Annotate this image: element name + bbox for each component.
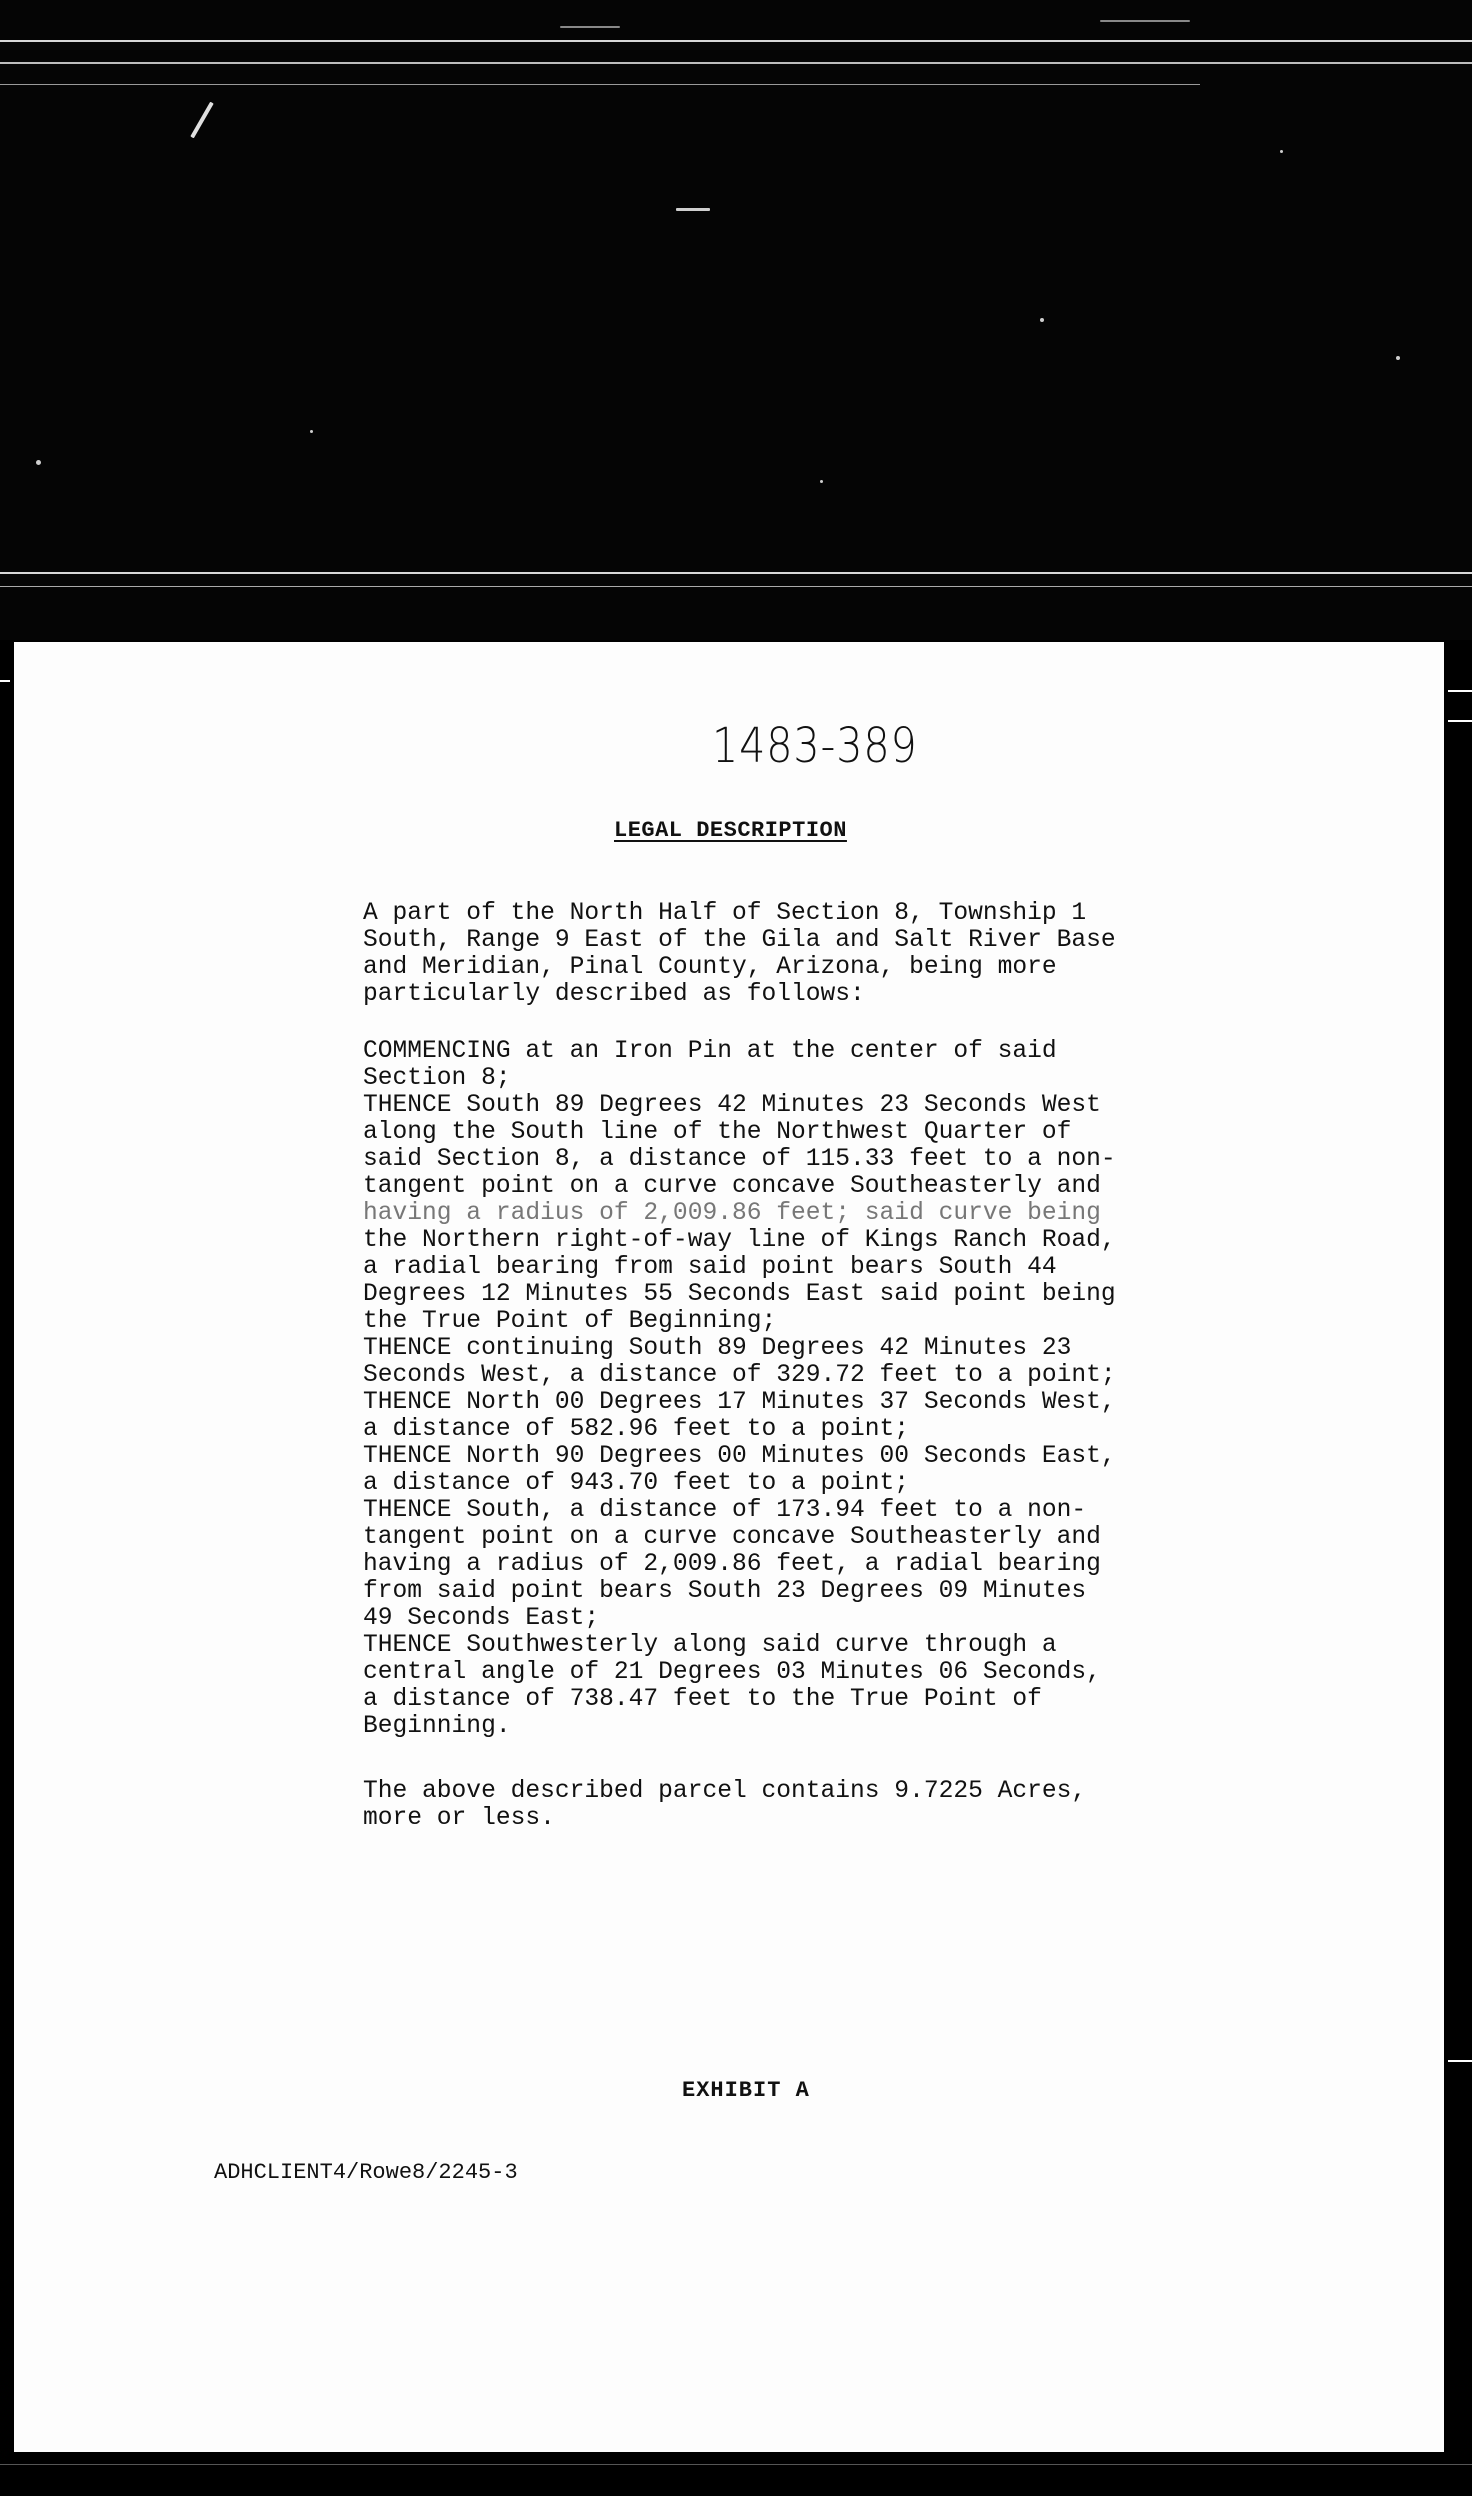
edge-mark	[1448, 690, 1472, 692]
edge-mark	[0, 2464, 1472, 2465]
text-line: THENCE North 90 Degrees 00 Minutes 00 Seconds East,	[363, 1443, 1116, 1470]
text-line: 49 Seconds East;	[363, 1605, 600, 1632]
text-line: more or less.	[363, 1805, 555, 1832]
edge-mark	[1448, 720, 1472, 722]
scan-streak	[0, 84, 1200, 85]
scan-streak	[0, 62, 1472, 64]
scan-speck	[1040, 318, 1044, 322]
text-line: along the South line of the Northwest Quarter of	[363, 1119, 1072, 1146]
document-number: 1483-389	[712, 718, 918, 774]
edge-mark	[0, 680, 10, 682]
scan-speck	[1396, 356, 1400, 360]
text-line: THENCE Southwesterly along said curve through a	[363, 1632, 1057, 1659]
text-line: having a radius of 2,009.86 feet; said curve being	[363, 1200, 1101, 1227]
scanner-background	[0, 0, 1472, 640]
text-line: having a radius of 2,009.86 feet, a radial bearing	[363, 1551, 1101, 1578]
text-line: particularly described as follows:	[363, 981, 865, 1008]
text-line: said Section 8, a distance of 115.33 feet to a non-	[363, 1146, 1116, 1173]
text-line: THENCE North 00 Degrees 17 Minutes 37 Seconds West,	[363, 1389, 1116, 1416]
text-line: a distance of 582.96 feet to a point;	[363, 1416, 910, 1443]
intro-paragraph	[363, 900, 1215, 1008]
scan-speck	[820, 480, 823, 483]
file-reference: ADHCLIENT4/Rowe8/2245-3	[214, 2160, 518, 2185]
document-title: LEGAL DESCRIPTION	[614, 818, 847, 843]
text-line: THENCE South, a distance of 173.94 feet to a non-	[363, 1497, 1087, 1524]
scan-streak	[0, 586, 1472, 587]
text-line: central angle of 21 Degrees 03 Minutes 06 Seconds,	[363, 1659, 1101, 1686]
text-line: THENCE South 89 Degrees 42 Minutes 23 Seconds West	[363, 1092, 1101, 1119]
scan-streak	[0, 40, 1472, 42]
exhibit-label: EXHIBIT A	[682, 2078, 810, 2103]
text-line: COMMENCING at an Iron Pin at the center of said	[363, 1038, 1057, 1065]
text-line: The above described parcel contains 9.7225 Acres,	[363, 1778, 1087, 1805]
scan-mark	[676, 208, 710, 211]
text-line: Section 8;	[363, 1065, 511, 1092]
scan-speck	[36, 460, 41, 465]
text-line: the True Point of Beginning;	[363, 1308, 777, 1335]
text-line: a distance of 738.47 feet to the True Point of	[363, 1686, 1042, 1713]
scan-mark	[560, 26, 620, 28]
text-line: a radial bearing from said point bears South 44	[363, 1254, 1057, 1281]
text-line: THENCE continuing South 89 Degrees 42 Minutes 23	[363, 1335, 1072, 1362]
edge-mark	[1448, 2060, 1472, 2062]
text-line: Degrees 12 Minutes 55 Seconds East said point being	[363, 1281, 1116, 1308]
text-line: tangent point on a curve concave Southeasterly and	[363, 1173, 1101, 1200]
text-line: and Meridian, Pinal County, Arizona, being more	[363, 954, 1057, 981]
text-line: South, Range 9 East of the Gila and Salt River Base	[363, 927, 1116, 954]
scan-mark	[1100, 20, 1190, 22]
text-line: Seconds West, a distance of 329.72 feet to a point;	[363, 1362, 1116, 1389]
text-line: A part of the North Half of Section 8, Township 1	[363, 900, 1087, 927]
acreage-paragraph	[363, 1778, 1215, 1832]
metes-and-bounds-paragraph	[363, 1038, 1215, 1740]
text-line: tangent point on a curve concave Southeasterly and	[363, 1524, 1101, 1551]
scan-streak	[0, 572, 1472, 574]
text-line: from said point bears South 23 Degrees 09 Minutes	[363, 1578, 1087, 1605]
scan-speck	[310, 430, 313, 433]
text-line: Beginning.	[363, 1713, 511, 1740]
text-line: the Northern right-of-way line of Kings Ranch Road,	[363, 1227, 1116, 1254]
text-line: a distance of 943.70 feet to a point;	[363, 1470, 910, 1497]
scan-mark	[190, 102, 213, 139]
scan-speck	[1280, 150, 1283, 153]
